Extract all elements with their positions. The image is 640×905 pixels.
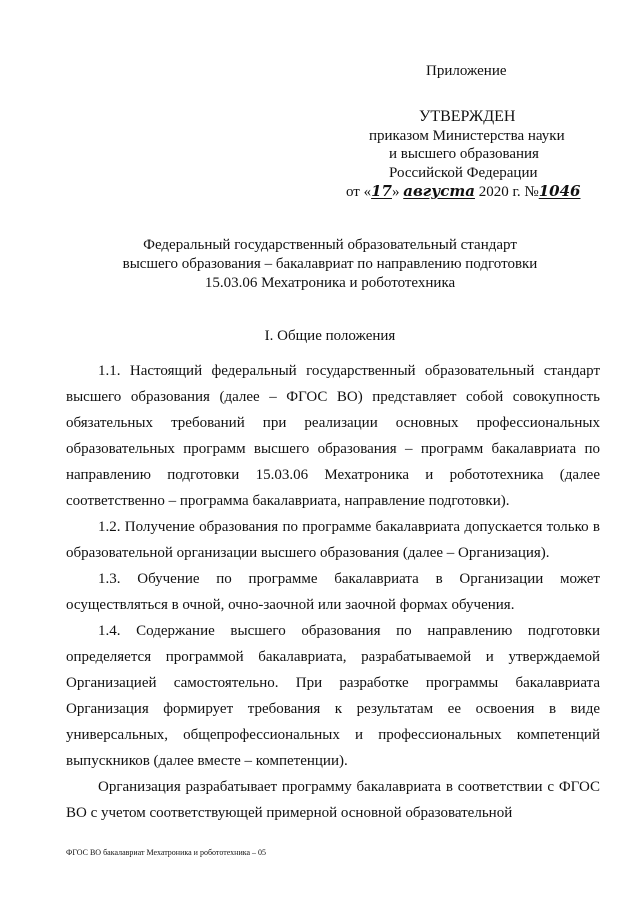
approval-line-1: приказом Министерства науки — [369, 128, 565, 144]
paragraph-1-4: 1.4. Содержание высшего образования по направлению подготовки определяется программой бакалавриата, разрабатываемой и утверждаемой Организацией самостоятельно. При разработке программы бакалавриата Организация формирует требования к результатам ее освоения в виде универсальных, общепрофессиональных и профессиональных компетенций выпускников (далее вместе – компетенции). — [66, 623, 600, 769]
title-line-3: 15.03.06 Мехатроника и робототехника — [204, 275, 456, 291]
page-footer: ФГОС ВО бакалавриат Мехатроника и робототехника – 05 — [66, 848, 267, 857]
body-text — [66, 358, 600, 826]
appendix-label: Приложение — [426, 63, 507, 79]
date-mid: » — [391, 184, 400, 200]
paragraph-organization: Организация разрабатывает программу бакалавриата в соответствии с ФГОС ВО с учетом соответствующей примерной основной образовательной — [66, 779, 600, 821]
paragraph-1-3: 1.3. Обучение по программе бакалавриата в Организации может осуществляться в очной, очно-заочной или заочной формах обучения. — [66, 571, 600, 613]
standard-title — [60, 236, 600, 293]
order-month: августа — [403, 182, 475, 200]
order-day: 17 — [371, 182, 392, 200]
order-year: 2020 г. № — [478, 184, 539, 200]
approved-heading: УТВЕРЖДЕН — [419, 108, 516, 125]
order-date-line — [346, 182, 580, 201]
paragraph-1-1: 1.1. Настоящий федеральный государственный образовательный стандарт высшего образования (далее – ФГОС ВО) представляет собой совокупность обязательных требований при реализации основных профессиональных образовательных программ высшего образования – программ бакалавриата по направлению подготовки 15.03.06 Мехатроника и робототехника (далее соответственно – программа бакалавриата, направление подготовки). — [66, 363, 600, 509]
paragraph-1-2: 1.2. Получение образования по программе бакалавриата допускается только в образовательной организации высшего образования (далее – Организация). — [66, 519, 600, 561]
section-heading: I. Общие положения — [264, 328, 396, 344]
title-line-1: Федеральный государственный образовательный стандарт — [143, 237, 517, 253]
approval-line-3: Российской Федерации — [389, 165, 538, 181]
approval-line-2: и высшего образования — [389, 146, 539, 162]
date-prefix: от « — [346, 184, 372, 200]
order-number: 1046 — [538, 182, 581, 200]
title-line-2: высшего образования – бакалавриат по направлению подготовки — [122, 256, 538, 272]
